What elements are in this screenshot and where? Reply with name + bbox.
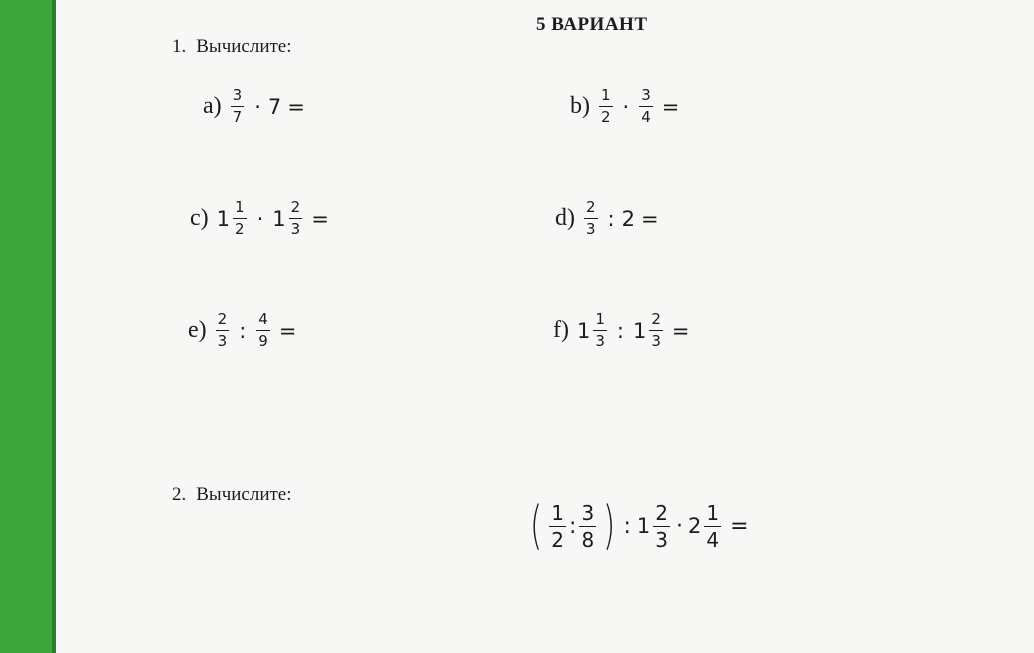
denominator: 3 <box>290 220 301 238</box>
fraction <box>256 312 270 349</box>
whole-part: 1 <box>216 206 231 231</box>
operator: · <box>676 513 684 539</box>
item-label: f) <box>553 317 569 343</box>
operator: : <box>607 206 615 231</box>
task1-heading <box>172 36 292 58</box>
equals: = <box>661 94 680 119</box>
numerator: 1 <box>601 86 611 104</box>
task2-title: Вычислите: <box>196 484 292 505</box>
task1-item-c <box>190 200 329 237</box>
numerator: 3 <box>232 86 243 104</box>
open-paren: ( <box>530 496 543 556</box>
whole-part: 1 <box>272 206 286 231</box>
operator: : <box>569 513 577 539</box>
fraction <box>599 88 613 125</box>
numerator: 2 <box>651 310 661 328</box>
numerator: 3 <box>581 500 595 525</box>
item-label: a) <box>203 93 222 119</box>
task1-item-e <box>188 312 296 349</box>
numerator: 3 <box>641 86 651 104</box>
item-label: d) <box>555 205 575 231</box>
whole-part: 1 <box>576 318 591 343</box>
equals: = <box>641 206 659 231</box>
task1-item-a <box>203 88 305 125</box>
numerator: 2 <box>655 500 669 525</box>
denominator: 3 <box>655 527 669 552</box>
operator: · <box>256 206 264 231</box>
operator: · <box>254 94 261 119</box>
fraction <box>579 500 596 552</box>
whole-part: 1 <box>632 318 647 343</box>
task1-title: Вычислите: <box>196 36 292 57</box>
denominator: 2 <box>235 220 245 238</box>
numerator: 2 <box>217 310 228 328</box>
equals: = <box>671 318 690 343</box>
task2-number: 2. <box>172 484 187 505</box>
whole-part: 2 <box>688 514 702 538</box>
item-label: c) <box>190 205 209 231</box>
numerator: 2 <box>290 198 301 216</box>
task2-heading <box>172 484 292 506</box>
denominator: 7 <box>232 108 243 126</box>
numerator: 1 <box>595 310 605 328</box>
task1-item-f <box>553 312 690 349</box>
close-paren: ) <box>603 496 616 556</box>
numerator: 1 <box>551 500 565 525</box>
fraction <box>549 500 566 552</box>
fraction <box>231 88 245 125</box>
fraction <box>649 312 663 349</box>
variant-title: 5 ВАРИАНТ <box>536 14 648 35</box>
denominator: 4 <box>641 108 651 126</box>
equals: = <box>730 513 749 539</box>
fraction <box>289 200 303 237</box>
fraction <box>704 500 721 552</box>
denominator: 2 <box>601 108 611 126</box>
equals: = <box>311 206 329 231</box>
equals: = <box>287 94 305 119</box>
number: 7 <box>267 94 282 119</box>
fraction <box>233 200 247 237</box>
task2-expression <box>526 496 749 556</box>
denominator: 8 <box>581 527 595 552</box>
denominator: 3 <box>595 332 605 350</box>
numerator: 4 <box>258 310 268 328</box>
fraction <box>593 312 607 349</box>
item-label: e) <box>188 317 207 343</box>
operator: : <box>616 318 624 343</box>
task1-item-b <box>570 88 679 125</box>
fraction <box>639 88 653 125</box>
fraction <box>584 200 598 237</box>
task1-item-d <box>555 200 659 237</box>
item-label: b) <box>570 93 590 119</box>
operator: : <box>623 513 631 539</box>
denominator: 3 <box>586 220 596 238</box>
numerator: 1 <box>235 198 245 216</box>
numerator: 1 <box>706 500 720 525</box>
fraction <box>653 500 670 552</box>
denominator: 3 <box>651 332 661 350</box>
operator: · <box>622 94 630 119</box>
denominator: 9 <box>258 332 268 350</box>
numerator: 2 <box>586 198 596 216</box>
fraction <box>216 312 230 349</box>
task1-number: 1. <box>172 36 187 57</box>
equals: = <box>278 318 297 343</box>
denominator: 2 <box>551 527 565 552</box>
whole-part: 1 <box>636 514 651 538</box>
denominator: 3 <box>217 332 228 350</box>
operator: : <box>239 318 247 343</box>
denominator: 4 <box>706 527 720 552</box>
green-binder-edge <box>0 0 56 653</box>
number: 2 <box>621 206 635 231</box>
